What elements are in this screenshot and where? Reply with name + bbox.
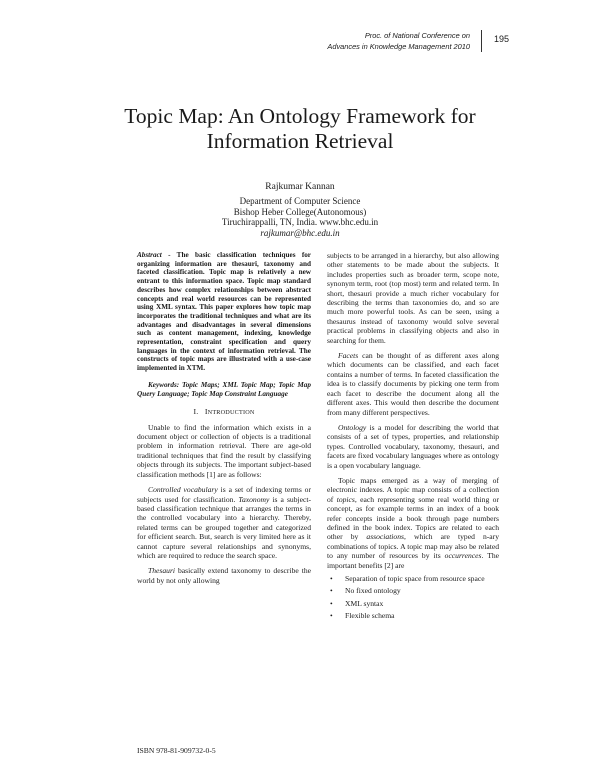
intro-paragraph-2 xyxy=(137,485,311,560)
list-item: • Separation of topic space from resource space xyxy=(327,574,499,583)
benefits-list xyxy=(327,574,499,621)
term-ontology: Ontology xyxy=(338,422,367,432)
proceedings-info xyxy=(327,30,470,52)
author-affiliation-3: Tiruchirappalli, TN, India. www.bhc.edu.in xyxy=(221,217,379,228)
paragraph-text: can be thought of as different axes along which documents can be classified, and each facet contains a number of terms. In faceted classification the idea is to classify documents by picking one term from each facet to describe the document along all the different axes. This would then describe the document from many different perspectives. xyxy=(327,351,499,417)
abstract-label: Abstract xyxy=(137,251,162,259)
intro-paragraph-3 xyxy=(137,566,311,585)
paragraph-text: . The important benefits [2] are xyxy=(327,551,500,570)
author-email: rajkumar@bhc.edu.in xyxy=(260,228,340,239)
paragraph-text: is a model for describing the world that consists of a set of types, properties, and relationship types. Controlled vocabulary, taxonomy, thesauri, and facets are fixed vocabulary languages where as ontology is a open vocabulary language. xyxy=(327,422,499,470)
section-first-letter: I xyxy=(204,407,208,417)
author-block xyxy=(0,182,600,239)
section-title-rest: NTRODUCTION xyxy=(207,409,255,417)
abstract-text: - The basic classification techniques for organizing information are thesauri, taxonomy and faceted classification. Topic map is relatively a new entrant to this information space. Topic map standard describes how complex relationships between abstract concepts and real world resources can be represented using XML syntax. This paper explores how topic map incorporates the traditional techniques and what are its advantages and disadvantages in several dimensions such as content management, indexing, knowledge representation, constraint specification and query languages in the context of information retrieval. The constructs of topic maps are illustrated with a use-case implemented in XTM. xyxy=(137,251,311,373)
paragraph-text: basically extend taxonomy to describe the world by not only allowing xyxy=(137,566,311,585)
paper-title xyxy=(0,104,600,154)
right-paragraph-topic-maps xyxy=(327,476,499,570)
paragraph-text: , each representing some real world thing or concept, as for example terms in an index of a book refer concepts inside a book through page numbers defined in the book index. Topics are related to each other by xyxy=(327,494,499,542)
keywords: Keywords: Topic Maps; XML Topic Map; Topic Map Query Language; Topic Map Constraint Language xyxy=(137,380,311,398)
paragraph-text: , which are typed n-ary combinations of topics. A topic map may also be related to any number of resources by its xyxy=(327,532,499,561)
author-name: Rajkumar Kannan xyxy=(265,182,335,192)
term-facets: Facets xyxy=(338,351,359,361)
intro-paragraph-1: Unable to find the information which exists in a document object or collection of objects is a traditional problem in information retrieval. There are age-old traditional techniques that find the result by classifying objects through its subjects. The important subject-based classification methods [1] are as follows: xyxy=(137,422,311,479)
list-item: • Flexible schema xyxy=(327,611,499,620)
list-item: • XML syntax xyxy=(327,599,499,608)
section-numeral: I. xyxy=(193,407,199,417)
paragraph-text: Topic maps emerged as a way of merging of electronic indexes. A topic map consists of a collection of xyxy=(327,475,499,504)
right-paragraph-1: subjects to be arranged in a hierarchy, but also allowing other statements to be made about the subjects. It includes properties such as broader term, scope note, synonym term, root (top most) term and related term. In short, thesauri provide a much richer vocabulary for describing the terms than taxonomies do, and so are much more powerful tools. As can be seen, using a thesaurus instead of taxonomy would solve several practical problems in classifying objects and also in searching for them. xyxy=(327,251,499,345)
author-affiliation-2: Bishop Heber College(Autonomous) xyxy=(233,206,367,217)
author-affiliation-1: Department of Computer Science xyxy=(239,195,361,206)
page-number: 195 xyxy=(494,34,510,44)
term-thesauri: Thesauri xyxy=(148,566,176,576)
right-column xyxy=(327,251,499,624)
abstract xyxy=(137,251,311,373)
page-header xyxy=(0,30,600,60)
term-topics: topics xyxy=(336,494,355,504)
term-associations: associations xyxy=(366,532,404,542)
isbn-footer: ISBN 978-81-909732-0-5 xyxy=(137,746,216,755)
term-controlled-vocabulary: Controlled vocabulary xyxy=(148,485,218,495)
term-occurrences: occurrences xyxy=(444,551,482,561)
left-column xyxy=(137,251,311,585)
right-paragraph-facets xyxy=(327,351,499,417)
header-divider xyxy=(481,30,482,52)
paragraph-text: is a subject-based classification technique that arranges the terms in the controlled vocabulary into a hierarchy. Thereby, related terms can be grouped together and categorized for efficient search. But, search is very limited here as it cannot capture several relationships and synonyms, which are required to reduce the search space. xyxy=(137,494,312,560)
paragraph-text: is a set of indexing terms or subjects used for classification. xyxy=(137,485,312,504)
proceedings-line-2: Advances in Knowledge Management 2010 xyxy=(327,42,470,51)
title-line-1: Topic Map: An Ontology Framework for xyxy=(124,104,476,128)
term-taxonomy: Taxonomy xyxy=(238,494,270,504)
section-heading-introduction xyxy=(137,407,311,417)
title-line-2: Information Retrieval xyxy=(206,129,394,153)
list-item: • No fixed ontology xyxy=(327,586,499,595)
proceedings-line-1: Proc. of National Conference on xyxy=(364,31,470,40)
right-paragraph-ontology xyxy=(327,423,499,470)
